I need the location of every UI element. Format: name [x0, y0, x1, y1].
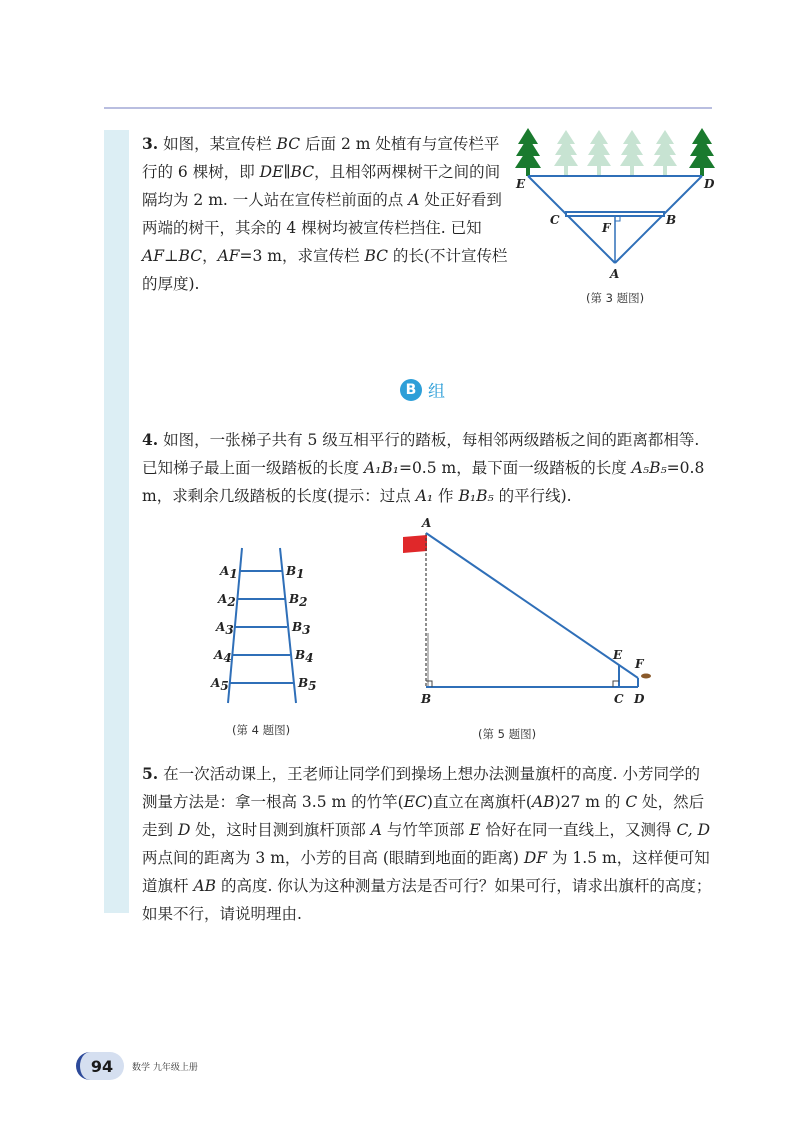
figure-5-flagpole — [395, 515, 665, 710]
label-B: B — [421, 692, 432, 706]
page-footer — [76, 1052, 198, 1080]
label-A1: A1 — [220, 564, 238, 581]
label-B5: B5 — [298, 676, 317, 693]
tree-right — [689, 128, 715, 176]
page-number: 94 — [76, 1052, 124, 1080]
label-E: E — [516, 177, 526, 191]
label-F: F — [602, 221, 611, 235]
tree-left — [515, 128, 541, 176]
group-b-heading — [400, 377, 445, 402]
eye-icon — [641, 674, 651, 679]
label-B2: B2 — [289, 592, 308, 609]
figure-4-caption: (第 4 题图) — [232, 723, 291, 737]
problem-3-text: 3. 如图，某宣传栏 BC 后面 2 m 处植有与宣传栏平行的 6 棵树，即 DE∥BC，且相邻两棵树干之间的间隔均为 2 m. 一人站在宣传栏前面的点 A 处正好看到两端的树干，其余的 4 棵树均被宣传栏挡住. 已知 AF⊥BC，AF=3 m，求宣传栏 BC 的长(不计宣传栏的厚度). — [142, 134, 508, 293]
label-A2: A2 — [218, 592, 236, 609]
label-A5: A5 — [211, 676, 229, 693]
tree-middle — [554, 130, 677, 176]
sightline-AF — [426, 533, 638, 678]
figure-4-ladder — [210, 548, 330, 708]
label-B3: B3 — [292, 620, 311, 637]
top-rule — [104, 107, 712, 109]
problem-5-number: 5. — [142, 764, 159, 783]
label-F: F — [635, 657, 644, 671]
problem-4-number: 4. — [142, 430, 159, 449]
billboard-CB — [566, 212, 664, 216]
problem-5-text: 5. 在一次活动课上，王老师让同学们到操场上想办法测量旗杆的高度. 小芳同学的测量方法是：拿一根高 3.5 m 的竹竿(EC)直立在离旗杆(AB)27 m 的 C 处，然后走到 D 处，这时目测到旗杆顶部 A 与竹竿顶部 E 恰好在同一直线上，又测得 C, D 两点间的距离为 3 m，小芳的目高 (眼睛到地面的距离) DF 为 1.5 m，这样便可知道旗杆 AB 的高度. 你认为这种测量方法是否可行？如果可行，请求出旗杆的高度；如果不行，请说明理由. — [142, 764, 712, 923]
margin-bar — [104, 130, 129, 913]
label-A4: A4 — [214, 648, 232, 665]
flag — [403, 535, 427, 553]
figure-3-diagram — [516, 128, 716, 288]
label-C: C — [550, 213, 560, 227]
figure-5-caption: (第 5 题图) — [478, 727, 537, 741]
label-C: C — [614, 692, 624, 706]
label-B4: B4 — [295, 648, 314, 665]
problem-4-text: 4. 如图，一张梯子共有 5 级互相平行的踏板，每相邻两级踏板之间的距离都相等. 已知梯子最上面一级踏板的长度 A₁B₁=0.5 m，最下面一级踏板的长度 A₅B₅=0.8 m，求剩余几级踏板的长度(提示：过点 A₁ 作 B₁B₅ 的平行线). — [142, 430, 705, 505]
line-EA — [528, 176, 615, 263]
label-B1: B1 — [286, 564, 305, 581]
problem-3-number: 3. — [142, 134, 159, 153]
label-D: D — [704, 177, 715, 191]
line-DA — [615, 176, 702, 263]
label-A: A — [422, 516, 432, 530]
group-b-badge: B — [400, 379, 422, 401]
group-b-label: 组 — [428, 382, 445, 402]
figure-3-caption: (第 3 题图) — [586, 291, 645, 305]
label-B: B — [666, 213, 677, 227]
book-title: 数学 九年级上册 — [132, 1062, 198, 1073]
label-A: A — [610, 267, 620, 281]
label-E: E — [613, 648, 623, 662]
tree-row — [515, 128, 715, 176]
label-A3: A3 — [216, 620, 234, 637]
label-D: D — [634, 692, 645, 706]
